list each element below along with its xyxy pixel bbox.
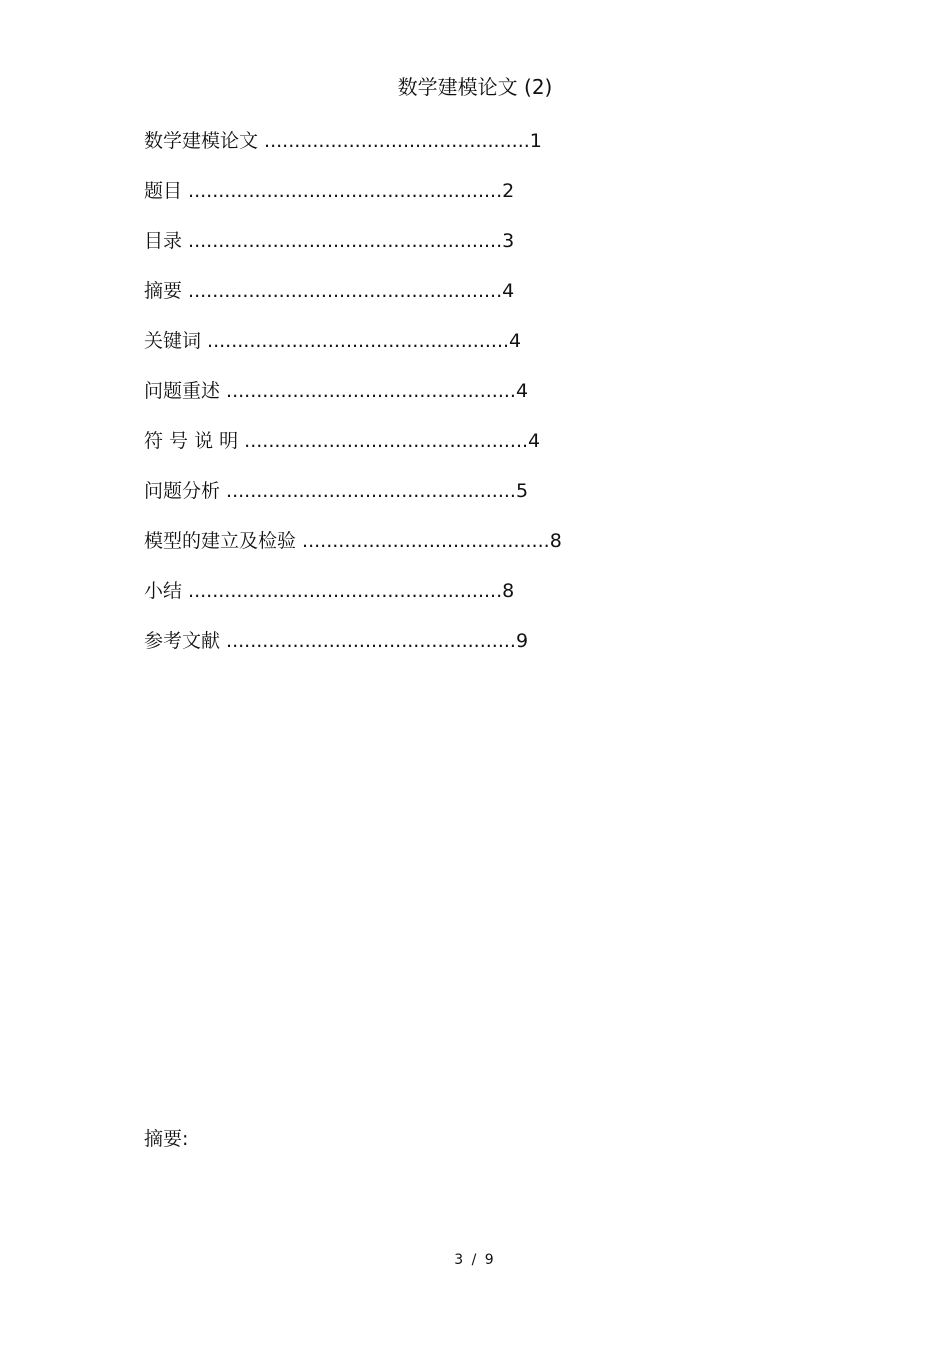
toc-entry-leader: .................................................... bbox=[182, 230, 503, 252]
toc-entry-leader: .................................................. bbox=[201, 330, 510, 352]
toc-entry bbox=[144, 578, 562, 628]
toc-entry bbox=[144, 178, 562, 228]
abstract-heading: 摘要: bbox=[144, 1128, 189, 1150]
toc-entry bbox=[144, 528, 562, 578]
toc-entry-page: 3 bbox=[502, 230, 515, 252]
toc-entry-page: 2 bbox=[502, 180, 515, 202]
table-of-contents bbox=[144, 128, 562, 678]
toc-entry-label: 参考文献 bbox=[144, 630, 221, 652]
toc-entry-leader: .................................................... bbox=[182, 180, 503, 202]
toc-entry-page: 1 bbox=[529, 130, 542, 152]
page-title: 数学建模论文 (2) bbox=[397, 75, 553, 99]
toc-entry-page: 5 bbox=[515, 480, 529, 502]
toc-entry-page: 8 bbox=[502, 580, 515, 602]
toc-entry-page: 4 bbox=[528, 430, 541, 452]
toc-entry-leader: ................................................ bbox=[220, 380, 516, 402]
toc-entry-label: 数学建模论文 bbox=[144, 130, 259, 152]
toc-entry-label: 关键词 bbox=[144, 330, 202, 352]
toc-entry-label: 小结 bbox=[144, 580, 183, 602]
toc-entry-page: 8 bbox=[549, 530, 562, 552]
toc-entry-leader: ......................................... bbox=[296, 530, 550, 552]
toc-entry-label: 目录 bbox=[144, 230, 183, 252]
toc-entry-label: 题目 bbox=[144, 180, 183, 202]
toc-entry bbox=[144, 378, 562, 428]
toc-entry-page: 4 bbox=[515, 380, 529, 402]
toc-entry bbox=[144, 278, 562, 328]
toc-entry-leader: .................................................... bbox=[182, 580, 503, 602]
toc-entry bbox=[144, 228, 562, 278]
toc-entry bbox=[144, 328, 562, 378]
toc-entry-page: 4 bbox=[502, 280, 515, 302]
toc-entry bbox=[144, 628, 562, 678]
toc-entry-leader: ............................................... bbox=[238, 430, 529, 452]
toc-entry bbox=[144, 428, 562, 478]
toc-entry-page: 9 bbox=[515, 630, 529, 652]
toc-entry-label: 问题分析 bbox=[144, 480, 221, 502]
toc-entry-label: 摘要 bbox=[144, 280, 183, 302]
toc-entry bbox=[144, 128, 562, 178]
toc-entry bbox=[144, 478, 562, 528]
toc-entry-label: 模型的建立及检验 bbox=[144, 530, 297, 552]
toc-entry-label: 问题重述 bbox=[144, 380, 221, 402]
toc-entry-leader: ............................................ bbox=[258, 130, 530, 152]
toc-entry-leader: ................................................ bbox=[220, 630, 516, 652]
toc-entry-page: 4 bbox=[509, 330, 522, 352]
page-number: 3 / 9 bbox=[454, 1252, 496, 1268]
toc-entry-label: 符 号 说 明 bbox=[144, 430, 239, 452]
toc-entry-leader: ................................................ bbox=[220, 480, 516, 502]
toc-entry-leader: .................................................... bbox=[182, 280, 503, 302]
